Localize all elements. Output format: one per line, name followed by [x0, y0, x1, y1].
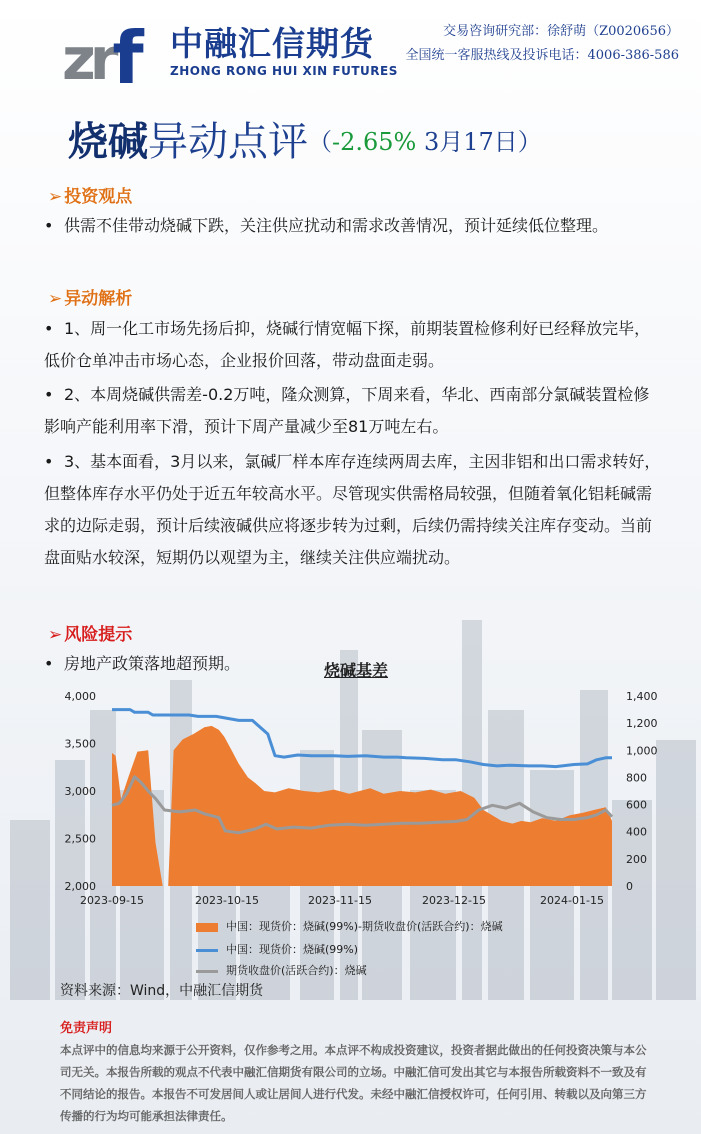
legend-swatch-spot: [196, 949, 218, 952]
section-risk: ➢ 风险提示: [48, 625, 133, 645]
bullet: •: [44, 216, 54, 235]
title-product: 烧碱: [68, 118, 148, 165]
disclaimer-title: 免责声明: [60, 1021, 113, 1036]
right-axis-tick: 1,000: [626, 744, 658, 758]
basis-chart: [60, 686, 680, 906]
left-axis-tick: 3,000: [64, 785, 96, 798]
analyst-line: 交易咨询研究部：徐舒萌（Z0020656）: [443, 24, 679, 39]
bullet: •: [44, 452, 54, 471]
right-axis-tick: 400: [626, 825, 647, 839]
left-axis-tick: 3,500: [64, 737, 96, 751]
right-axis-tick: 1,200: [626, 717, 658, 731]
arrow-icon: ➢: [48, 289, 63, 309]
legend-item-futures: 期货收盘价(活跃合约)：烧碱: [196, 962, 367, 978]
company-name-cn: 中融汇信期货: [170, 24, 374, 63]
header: [0, 0, 701, 100]
right-axis-tick: 600: [626, 798, 647, 812]
x-axis-tick: 2023-12-15: [422, 894, 486, 906]
legend-swatch-basis: [196, 923, 218, 932]
left-axis-tick: 2,500: [64, 832, 96, 846]
x-axis-tick: 2024-01-15: [540, 894, 604, 906]
section-investment-view: ➢ 投资观点: [48, 187, 133, 207]
legend-swatch-futures: [196, 970, 218, 973]
arrow-icon: ➢: [48, 187, 63, 207]
right-axis-tick: 0: [626, 880, 633, 893]
bullet: •: [44, 654, 54, 673]
left-axis-tick: 4,000: [64, 690, 96, 703]
arrow-icon: ➢: [48, 625, 63, 645]
legend-item-spot: 中国：现货价：烧碱(99%): [196, 941, 358, 957]
bullet: •: [44, 319, 54, 338]
left-axis-tick: 2,000: [64, 880, 96, 893]
company-logo: zrf: [62, 16, 138, 100]
x-axis-tick: 2023-10-15: [195, 894, 259, 906]
analysis-item-1: • 1、周一化工市场先扬后抑，烧碱行情宽幅下探，前期装置检修利好已经释放完毕，低价仓单冲击市场心态，企业报价回落，带动盘面走弱。: [44, 313, 664, 377]
hotline-line: 全国统一客服热线及投诉电话：4006-386-586: [405, 48, 679, 63]
data-source: 资料来源：Wind，中融汇信期货: [60, 983, 264, 999]
right-axis-tick: 200: [626, 852, 647, 866]
disclaimer-text: 本点评中的信息均来源于公开资料，仅作参考之用。本点评不构成投资建议，投资者据此做出的任何投资决策与本公司无关。本报告所载的观点不代表中融汇信期货有限公司的立场。中融汇信可发出其它与本报告所载资料不一致及有不同结论的报告。本报告不可发居间人或让居间人进行代发。未经中融汇信授权许可，任何引用、转载以及向第三方传播的行为均可能承担法律责任。: [60, 1043, 647, 1123]
section-analysis: ➢ 异动解析: [48, 289, 133, 309]
risk-paragraph: • 房地产政策落地超预期。: [44, 648, 284, 680]
title-date: 3月17日: [416, 128, 518, 156]
analysis-item-2: • 2、本周烧碱供需差-0.2万吨，隆众测算，下周来看，华北、西南部分氯碱装置检修影响产能利用率下滑，预计下周产量减少至81万吨左右。: [44, 379, 664, 443]
x-axis-tick: 2023-09-15: [80, 894, 144, 906]
page-title: 烧碱异动点评（-2.65% 3月17日）: [68, 118, 542, 165]
analysis-item-3: • 3、基本面看，3月以来，氯碱厂样本库存连续两周去库，主因非铝和出口需求转好，但整体库存水平仍处于近五年较高水平。尽管现实供需格局较强，但随着氧化铝耗碱需求的边际走弱，预计后续液碱供应将逐步转为过剩，后续仍需持续关注库存变动。当前盘面贴水较深，短期仍以观望为主，继续关注供应端扰动。: [44, 446, 664, 574]
series-basis-area: [112, 726, 612, 886]
chart-title: 烧碱基差: [324, 661, 389, 680]
legend-item-basis: 中国：现货价：烧碱(99%)-期货收盘价(活跃合约)：烧碱: [196, 918, 503, 934]
company-name-en: ZHONG RONG HUI XIN FUTURES: [170, 64, 398, 78]
price-change: -2.65%: [332, 128, 417, 156]
right-axis-tick: 1,400: [626, 690, 658, 703]
view-paragraph: • 供需不佳带动烧碱下跌，关注供应扰动和需求改善情况，预计延续低位整理。: [44, 210, 664, 242]
x-axis-tick: 2023-11-15: [308, 894, 372, 906]
title-main: 异动点评: [148, 119, 308, 165]
right-axis-tick: 800: [626, 771, 647, 785]
contact-info: [406, 20, 680, 68]
bullet: •: [44, 385, 54, 404]
